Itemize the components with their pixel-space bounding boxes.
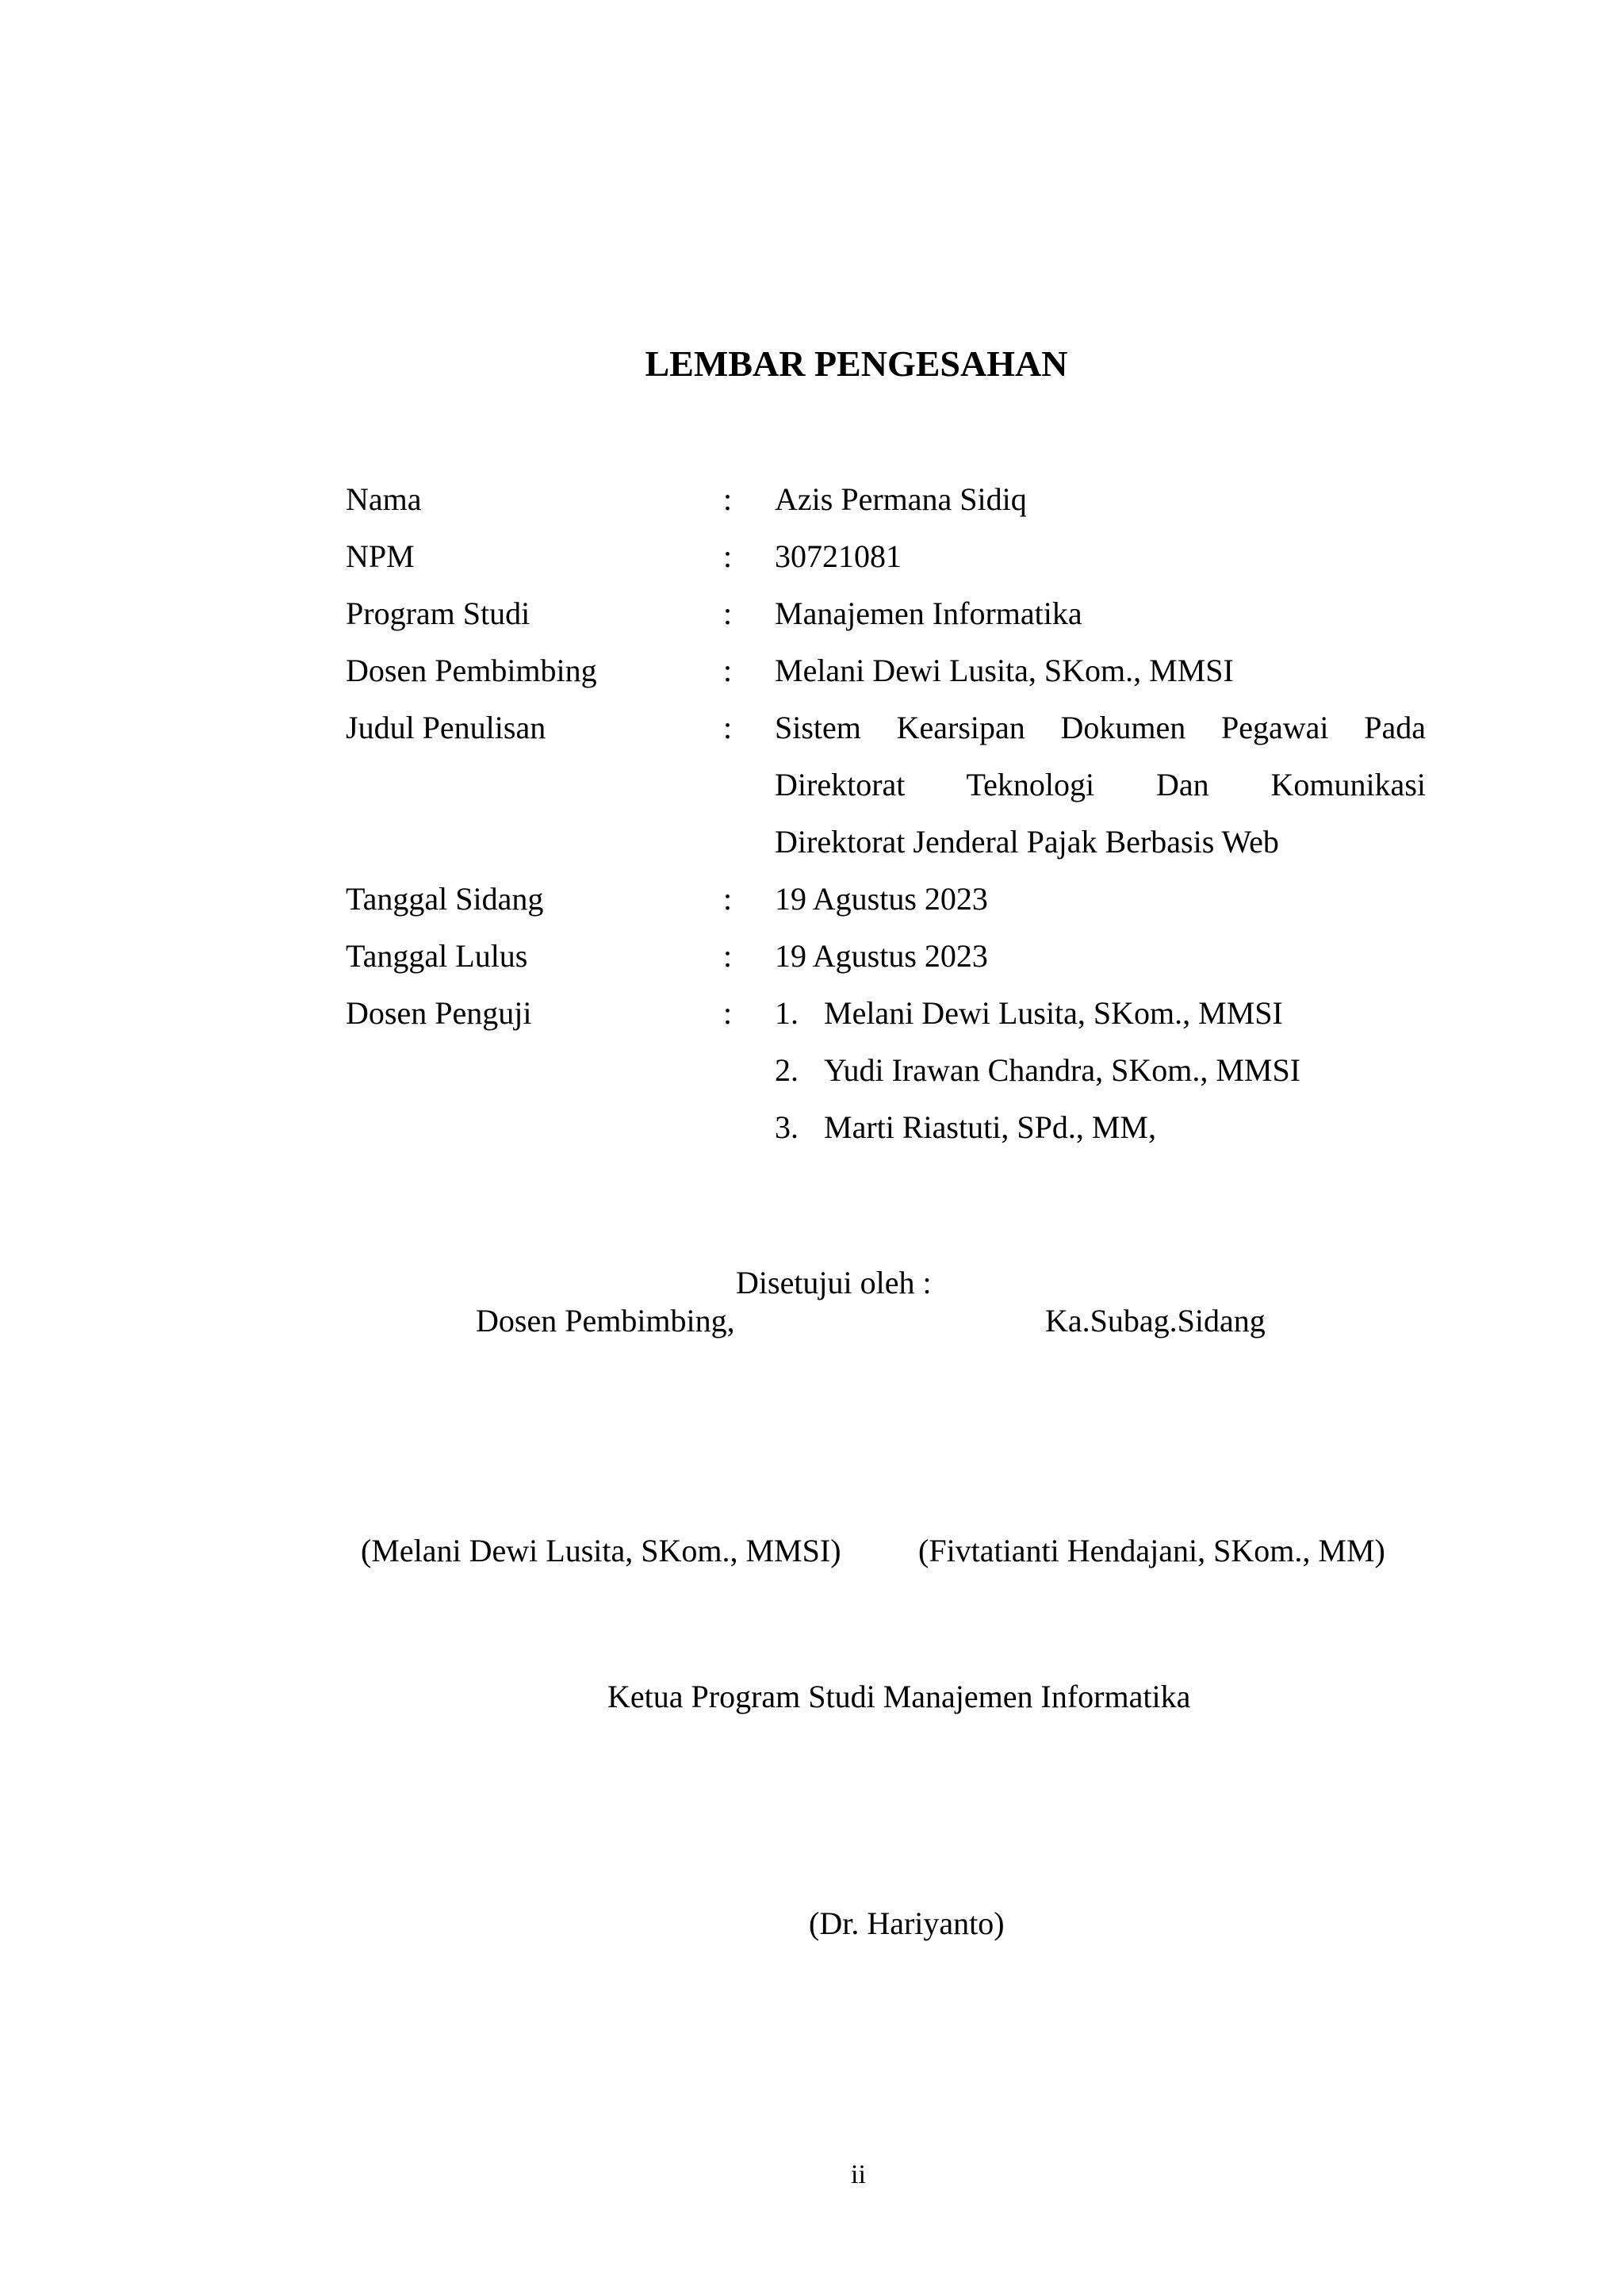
colon-dosen-penguji: :	[723, 995, 733, 1031]
label-nama: Nama	[346, 481, 422, 517]
colon-nama: :	[723, 481, 733, 517]
value-program-studi: Manajemen Informatika	[775, 596, 1082, 631]
value-judul-line-2: Direktorat Teknologi Dan Komunikasi	[775, 767, 1426, 802]
penguji-name-1: Melani Dewi Lusita, SKom., MMSI	[824, 995, 1283, 1031]
value-judul-line-1: Sistem Kearsipan Dokumen Pegawai Pada	[775, 710, 1426, 745]
label-judul-penulisan: Judul Penulisan	[346, 710, 546, 745]
colon-judul-penulisan: :	[723, 710, 733, 745]
value-dosen-pembimbing: Melani Dewi Lusita, SKom., MMSI	[775, 653, 1234, 688]
label-tanggal-sidang: Tanggal Sidang	[346, 881, 544, 917]
colon-tanggal-sidang: :	[723, 881, 733, 917]
role-ketua-program-studi: Ketua Program Studi Manajemen Informatika	[607, 1679, 1191, 1714]
label-tanggal-lulus: Tanggal Lulus	[346, 938, 528, 974]
label-program-studi: Program Studi	[346, 596, 530, 631]
signatory-ka-subag-sidang: (Fivtatianti Hendajani, SKom., MM)	[918, 1533, 1385, 1568]
label-npm: NPM	[346, 538, 415, 574]
role-ka-subag-sidang: Ka.Subag.Sidang	[1045, 1303, 1266, 1338]
value-judul-line-3: Direktorat Jenderal Pajak Berbasis Web	[775, 824, 1279, 860]
value-tanggal-lulus: 19 Agustus 2023	[775, 938, 988, 974]
penguji-name-2: Yudi Irawan Chandra, SKom., MMSI	[824, 1052, 1301, 1088]
colon-tanggal-lulus: :	[723, 938, 733, 974]
role-dosen-pembimbing: Dosen Pembimbing,	[476, 1303, 735, 1338]
signatory-dosen-pembimbing: (Melani Dewi Lusita, SKom., MMSI)	[361, 1533, 841, 1568]
signatory-ketua-program-studi: (Dr. Hariyanto)	[809, 1905, 1005, 1941]
value-nama: Azis Permana Sidiq	[775, 481, 1027, 517]
penguji-number-2: 2.	[775, 1052, 799, 1088]
page-title: LEMBAR PENGESAHAN	[645, 343, 1068, 384]
label-dosen-pembimbing: Dosen Pembimbing	[346, 653, 597, 688]
penguji-number-1: 1.	[775, 995, 799, 1031]
colon-program-studi: :	[723, 596, 733, 631]
approval-heading: Disetujui oleh :	[736, 1265, 932, 1300]
value-tanggal-sidang: 19 Agustus 2023	[775, 881, 988, 917]
colon-dosen-pembimbing: :	[723, 653, 733, 688]
penguji-number-3: 3.	[775, 1109, 799, 1145]
label-dosen-penguji: Dosen Penguji	[346, 995, 532, 1031]
penguji-name-3: Marti Riastuti, SPd., MM,	[824, 1109, 1156, 1145]
colon-npm: :	[723, 538, 733, 574]
value-npm: 30721081	[775, 538, 902, 574]
page-number: ii	[851, 2160, 866, 2189]
